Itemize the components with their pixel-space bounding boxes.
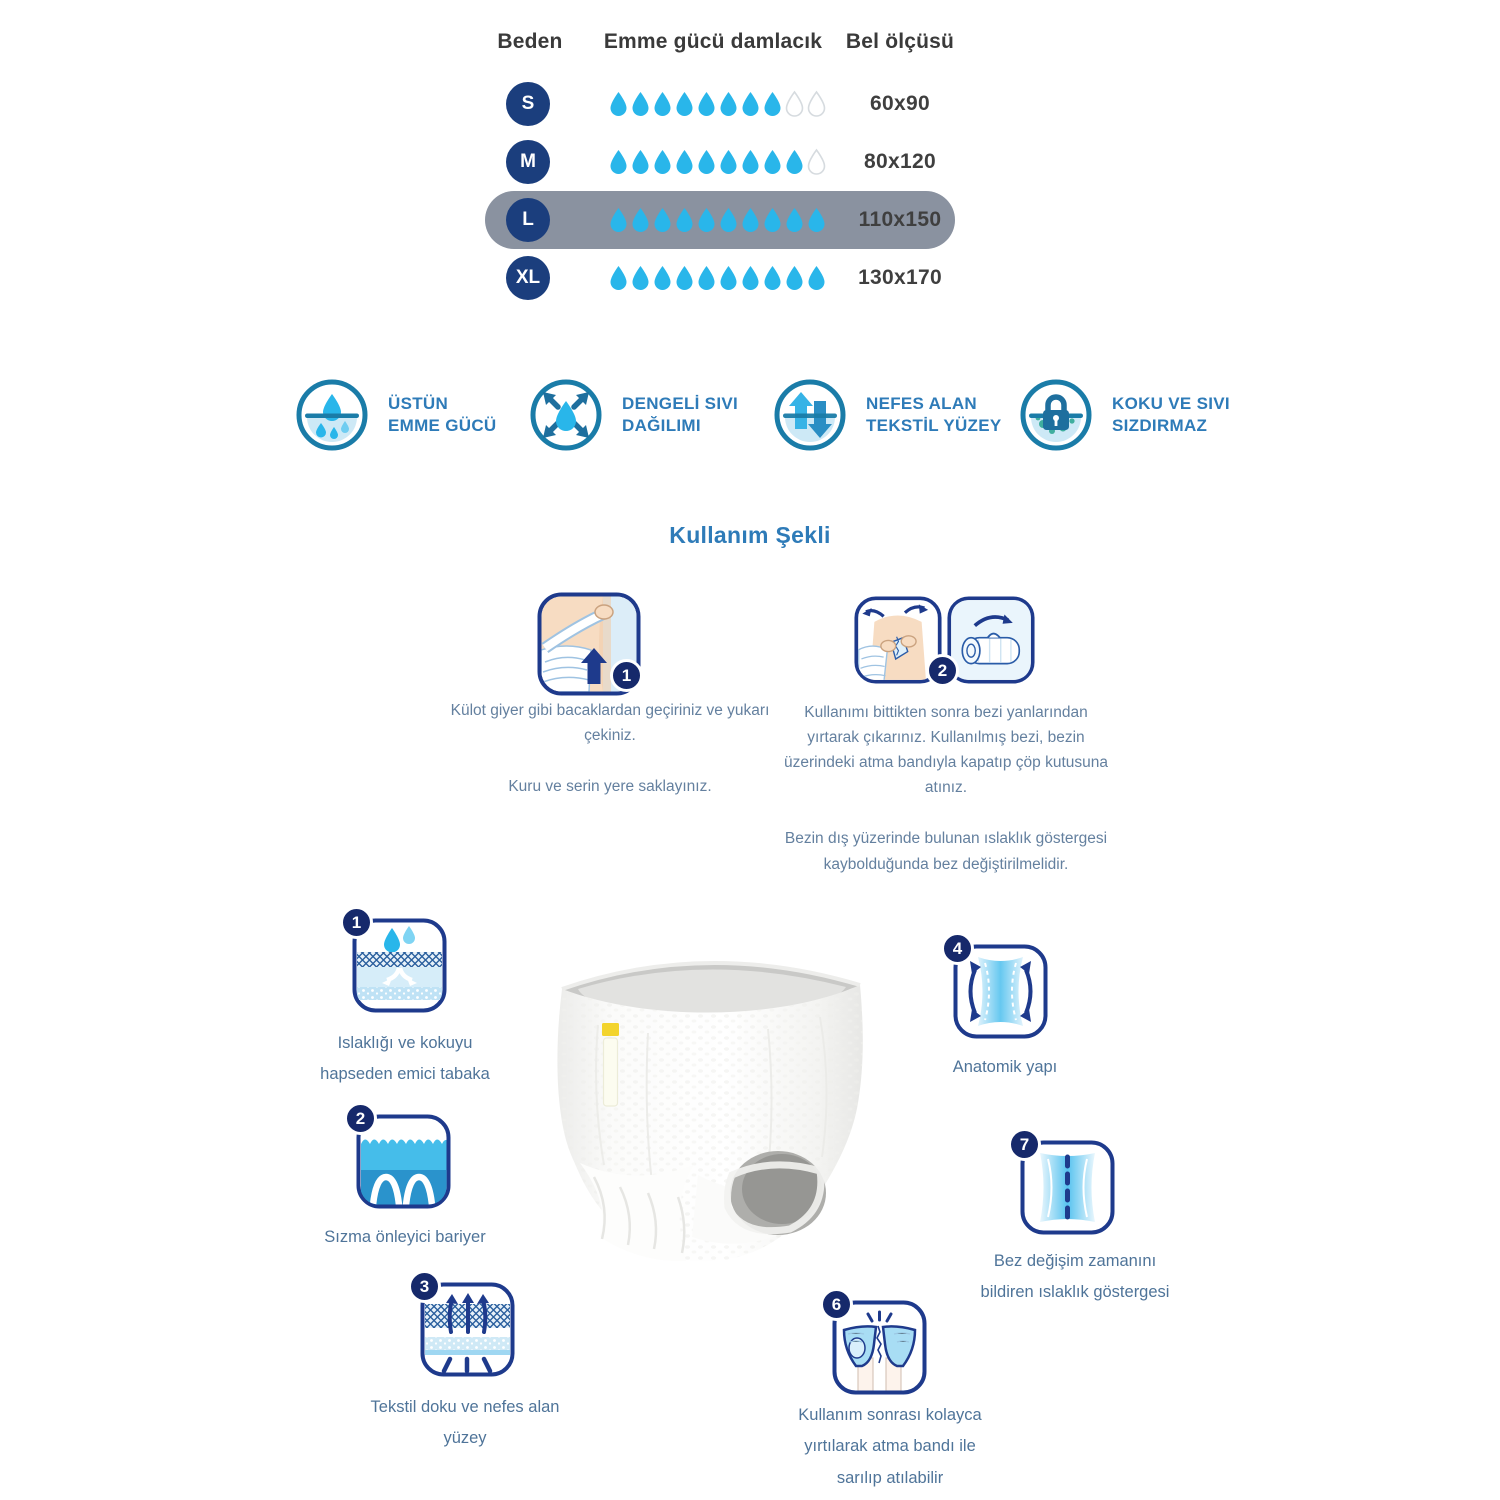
callout-1-label: Islaklığı ve kokuyu hapseden emici tabaka bbox=[320, 1034, 490, 1084]
droplet-filled-icon bbox=[652, 207, 673, 234]
callout-number-badge: 6 bbox=[820, 1288, 853, 1321]
callout-2-label: Sızma önleyici bariyer bbox=[324, 1228, 486, 1246]
droplet-filled-icon bbox=[762, 149, 783, 176]
step-number-badge: 1 bbox=[610, 659, 643, 692]
feature-label: KOKU VE SIVI SIZDIRMAZ bbox=[1112, 394, 1230, 435]
droplet-filled-icon bbox=[784, 265, 805, 292]
size-letter-badge: M bbox=[506, 140, 550, 184]
droplet-filled-icon bbox=[652, 149, 673, 176]
droplet-filled-icon bbox=[696, 265, 717, 292]
breathable-textile-icon bbox=[772, 377, 848, 453]
callout-3-label: Tekstil doku ve nefes alan yüzey bbox=[370, 1398, 560, 1448]
droplet-filled-icon bbox=[608, 91, 629, 118]
rolled-diaper-icon bbox=[947, 596, 1035, 684]
droplet-filled-icon bbox=[630, 91, 651, 118]
size-row-m bbox=[485, 133, 955, 191]
size-letter-badge: XL bbox=[506, 256, 550, 300]
feature-label: ÜSTÜN EMME GÜCÜ bbox=[388, 394, 497, 435]
droplet-empty-icon bbox=[806, 149, 827, 176]
size-table bbox=[485, 30, 955, 307]
superior-absorbency-icon bbox=[294, 377, 370, 453]
waist-size-value: 110x150 bbox=[858, 208, 942, 231]
size-table-header bbox=[485, 30, 955, 75]
droplet-filled-icon bbox=[740, 207, 761, 234]
droplet-filled-icon bbox=[762, 265, 783, 292]
usage-step-2-illustration bbox=[854, 596, 1035, 684]
usage-step-1-illustration bbox=[537, 592, 641, 696]
callout-7 bbox=[1019, 1134, 1115, 1235]
size-row-xl bbox=[485, 249, 955, 307]
column-header-absorbency: Emme gücü damlacık bbox=[603, 30, 823, 53]
callout-3 bbox=[419, 1276, 515, 1377]
callout-number-badge: 1 bbox=[340, 906, 373, 939]
callout-number-badge: 4 bbox=[941, 932, 974, 965]
usage-section-title: Kullanım Şekli bbox=[669, 522, 831, 548]
column-header-waist: Bel ölçüsü bbox=[845, 30, 955, 53]
feature-balanced-distribution bbox=[528, 377, 738, 453]
feature-label: DENGELİ SIVI DAĞILIMI bbox=[622, 394, 739, 435]
callout-number-badge: 7 bbox=[1008, 1128, 1041, 1161]
droplet-filled-icon bbox=[674, 265, 695, 292]
droplet-filled-icon bbox=[740, 91, 761, 118]
absorbency-droplets bbox=[608, 91, 827, 118]
size-row-l bbox=[485, 191, 955, 249]
droplet-filled-icon bbox=[718, 207, 739, 234]
waist-size-value: 80x120 bbox=[864, 150, 936, 173]
feature-label: NEFES ALAN TEKSTİL YÜZEY bbox=[866, 394, 1002, 435]
feature-superior-absorbency bbox=[294, 377, 496, 453]
callout-1 bbox=[351, 912, 447, 1013]
balanced-liquid-distribution-icon bbox=[528, 377, 604, 453]
usage-step-1-text bbox=[445, 698, 775, 799]
droplet-filled-icon bbox=[784, 149, 805, 176]
callout-number-badge: 2 bbox=[344, 1102, 377, 1135]
step-paragraph: Külot giyer gibi bacaklardan geçiriniz ve yukarı çekiniz. bbox=[450, 702, 770, 745]
droplet-filled-icon bbox=[630, 207, 651, 234]
column-header-size: Beden bbox=[497, 30, 563, 53]
step-paragraph: Bezin dış yüzerinde bulunan ıslaklık göstergesi kaybolduğunda bez değiştirilmelidir. bbox=[784, 830, 1108, 873]
callout-4 bbox=[952, 938, 1048, 1039]
droplet-filled-icon bbox=[696, 149, 717, 176]
droplet-filled-icon bbox=[608, 149, 629, 176]
droplet-filled-icon bbox=[652, 265, 673, 292]
droplet-empty-icon bbox=[806, 91, 827, 118]
droplet-filled-icon bbox=[608, 265, 629, 292]
callout-6-label: Kullanım sonrası kolayca yırtılarak atma bandı ile sarılıp atılabilir bbox=[798, 1406, 982, 1487]
feature-breathable-textile bbox=[772, 377, 1002, 453]
droplet-filled-icon bbox=[608, 207, 629, 234]
droplet-filled-icon bbox=[696, 207, 717, 234]
white-diaper-pants-photo bbox=[528, 925, 888, 1270]
droplet-filled-icon bbox=[652, 91, 673, 118]
size-letter-badge: S bbox=[506, 82, 550, 126]
droplet-filled-icon bbox=[674, 91, 695, 118]
callout-7-label: Bez değişim zamanını bildiren ıslaklık göstergesi bbox=[980, 1252, 1170, 1302]
step-number-badge: 2 bbox=[926, 654, 959, 687]
step-paragraph: Kuru ve serin yere saklayınız. bbox=[508, 778, 712, 796]
waist-size-value: 60x90 bbox=[870, 92, 930, 115]
size-rows bbox=[485, 75, 955, 307]
size-row-s bbox=[485, 75, 955, 133]
callout-4-label: Anatomik yapı bbox=[952, 1058, 1058, 1076]
droplet-filled-icon bbox=[674, 207, 695, 234]
droplet-filled-icon bbox=[718, 149, 739, 176]
droplet-filled-icon bbox=[784, 207, 805, 234]
droplet-filled-icon bbox=[762, 91, 783, 118]
droplet-empty-icon bbox=[784, 91, 805, 118]
droplet-filled-icon bbox=[740, 265, 761, 292]
droplet-filled-icon bbox=[630, 265, 651, 292]
droplet-filled-icon bbox=[762, 207, 783, 234]
feature-odor-liquid-proof bbox=[1018, 377, 1230, 453]
size-letter-badge: L bbox=[506, 198, 550, 242]
callout-6 bbox=[831, 1294, 927, 1395]
droplet-filled-icon bbox=[718, 265, 739, 292]
step-paragraph: Kullanımı bittikten sonra bezi yanlarından yırtarak çıkarınız. Kullanılmış bezi, bezin üzerindeki atma bandıyla kapatıp çöp kutusuna atınız. bbox=[784, 704, 1108, 797]
droplet-filled-icon bbox=[718, 91, 739, 118]
waist-size-value: 130x170 bbox=[858, 266, 942, 289]
odor-liquid-proof-icon bbox=[1018, 377, 1094, 453]
droplet-filled-icon bbox=[740, 149, 761, 176]
usage-step-2-text bbox=[781, 700, 1111, 877]
droplet-filled-icon bbox=[806, 265, 827, 292]
callout-number-badge: 3 bbox=[408, 1270, 441, 1303]
droplet-filled-icon bbox=[806, 207, 827, 234]
absorbency-droplets bbox=[608, 207, 827, 234]
absorbency-droplets bbox=[608, 265, 827, 292]
droplet-filled-icon bbox=[696, 91, 717, 118]
absorbency-droplets bbox=[608, 149, 827, 176]
droplet-filled-icon bbox=[674, 149, 695, 176]
callout-2 bbox=[355, 1108, 451, 1209]
droplet-filled-icon bbox=[630, 149, 651, 176]
